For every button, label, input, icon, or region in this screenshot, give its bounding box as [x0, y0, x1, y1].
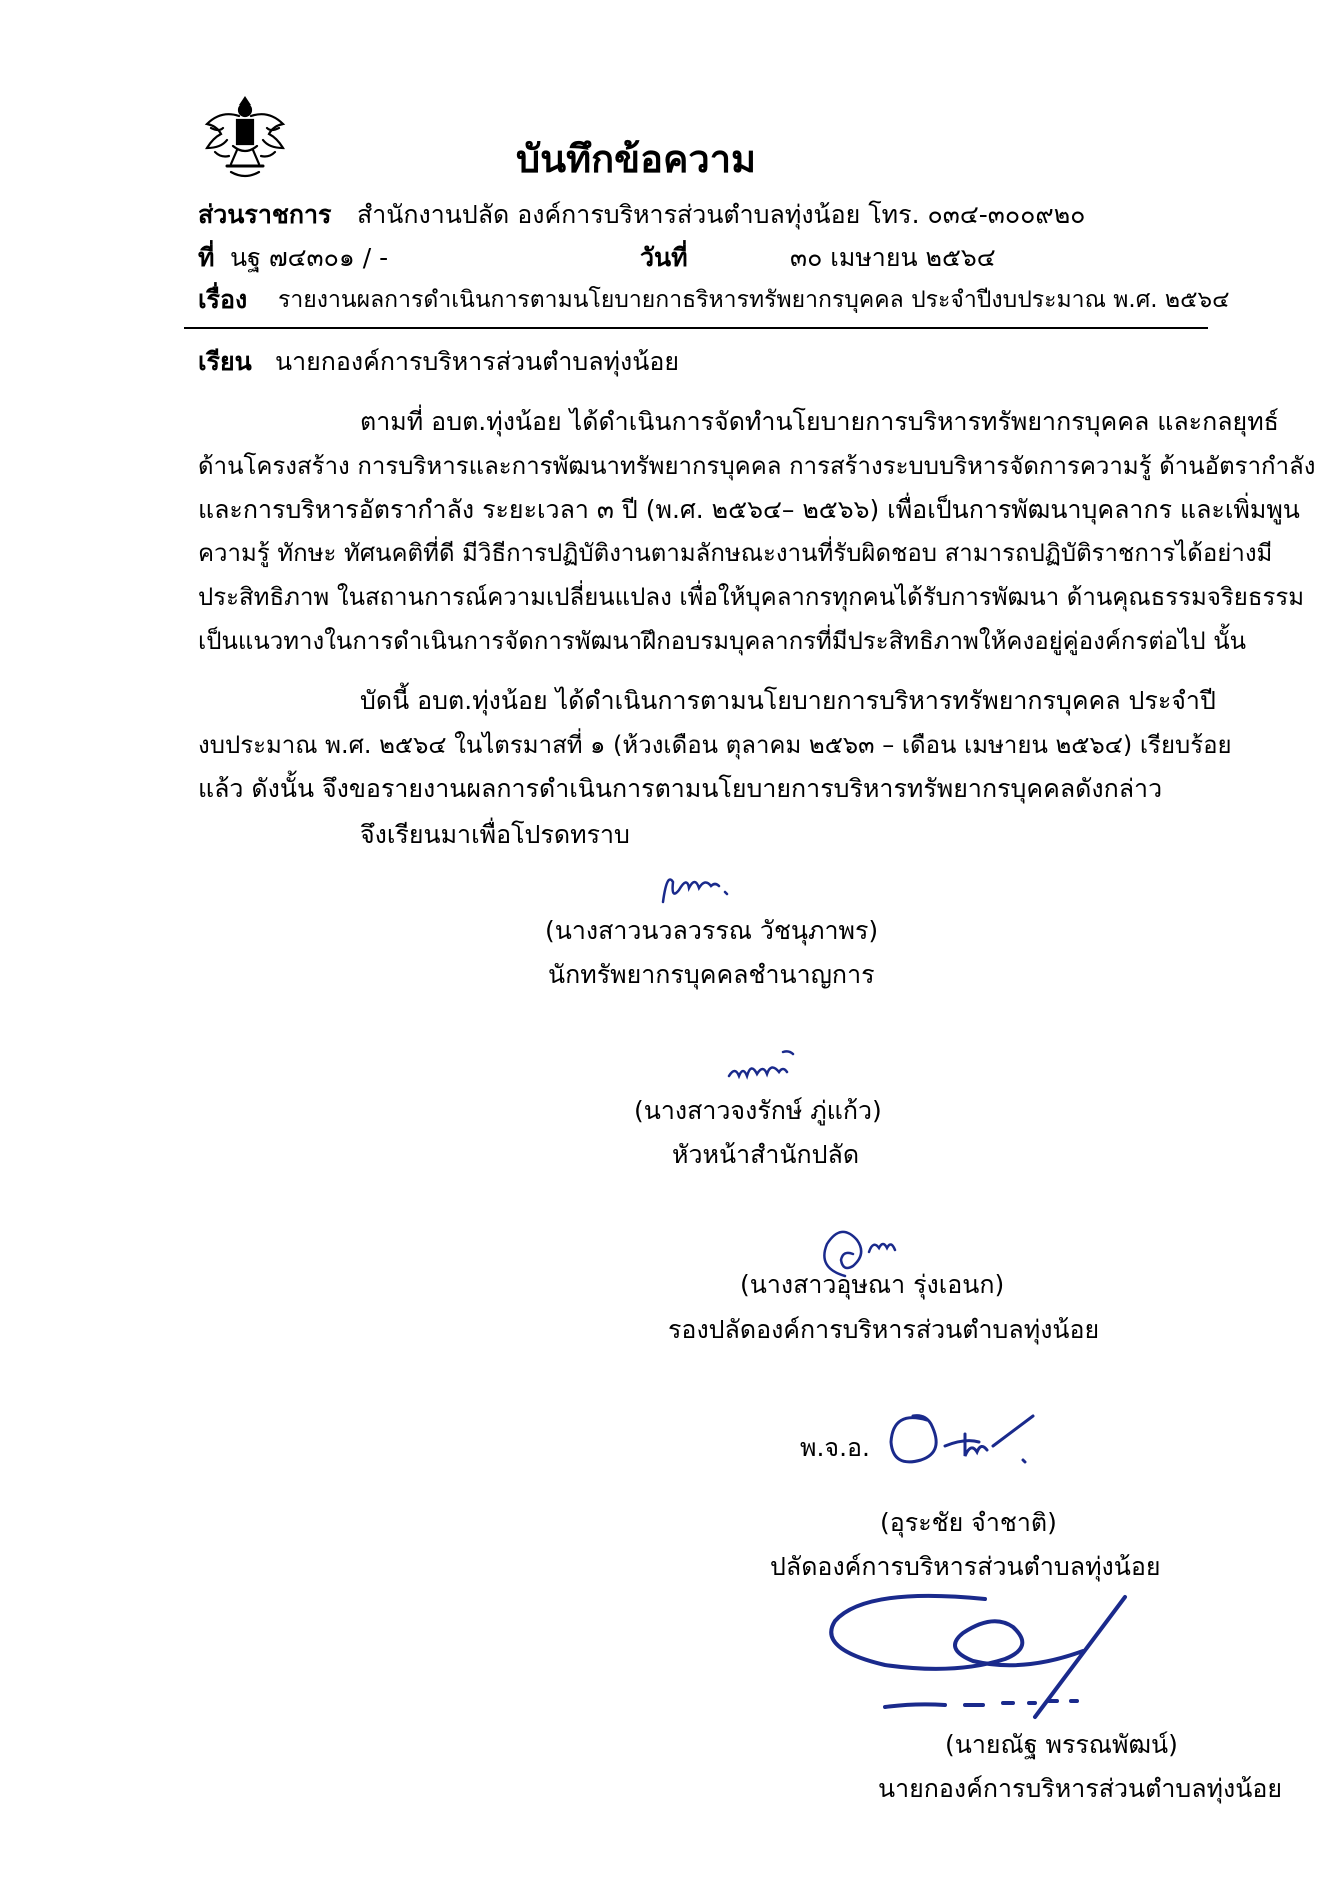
signatory-5-name: (นายณัฐ พรรณพัฒน์)	[945, 1730, 1178, 1759]
garuda-emblem-icon	[203, 92, 287, 180]
para1-line: ตามที่ อบต.ทุ่งน้อย ได้ดำเนินการจัดทำนโยบายการบริหารทรัพยากรบุคคล และกลยุทธ์	[360, 407, 1279, 436]
agency-value: สำนักงานปลัด องค์การบริหารส่วนตำบลทุ่งน้อย โทร. ๐๓๔-๓๐๐๙๒๐	[357, 200, 1086, 229]
ref-value: นฐ ๗๔๓๐๑ / -	[230, 243, 389, 272]
header-divider	[184, 327, 1208, 329]
subject-value: รายงานผลการดำเนินการตามนโยบายกาธริหารทรัพยากรบุคคล ประจำปีงบประมาณ พ.ศ. ๒๕๖๔	[278, 287, 1230, 313]
para2-line: แล้ว ดังนั้น จึงขอรายงานผลการดำเนินการตามนโยบายการบริหารทรัพยากรบุคคลดังกล่าว	[198, 774, 1163, 803]
to-label: เรียน	[198, 347, 252, 376]
signatory-3-name: (นางสาวอุษณา รุ่งเอนก)	[740, 1270, 1005, 1299]
signatory-1-name: (นางสาวนวลวรรณ วัชนุภาพร)	[545, 916, 879, 945]
para1-line: ด้านโครงสร้าง การบริหารและการพัฒนาทรัพยากรบุคคล การสร้างระบบบริหารจัดการความรู้ ด้านอัตรากำลัง	[198, 452, 1316, 480]
para1-line: และการบริหารอัตรากำลัง ระยะเวลา ๓ ปี (พ.ศ. ๒๕๖๔– ๒๕๖๖) เพื่อเป็นการพัฒนาบุคลากร และเพิ่มพูน	[198, 495, 1300, 524]
date-label: วันที่	[640, 243, 688, 272]
signature-1-image	[655, 862, 745, 910]
date-value: ๓๐ เมษายน ๒๕๖๔	[790, 243, 996, 272]
signatory-4-name: (อุระชัย จำชาติ)	[880, 1508, 1057, 1537]
subject-label: เรื่อง	[198, 285, 248, 314]
signatory-2-position: หัวหน้าสำนักปลัด	[672, 1140, 860, 1169]
para1-line: ความรู้ ทักษะ ทัศนคติที่ดี มีวิธีการปฏิบัติงานตามลักษณะงานที่รับผิดชอบ สามารถปฏิบัติราชการได้อย่างมี	[198, 539, 1273, 567]
para2-line: บัดนี้ อบต.ทุ่งน้อย ได้ดำเนินการตามนโยบายการบริหารทรัพยากรบุคคล ประจำปี	[360, 686, 1216, 715]
signatory-5-position: นายกองค์การบริหารส่วนตำบลทุ่งน้อย	[878, 1774, 1282, 1803]
agency-label: ส่วนราชการ	[198, 200, 332, 229]
to-value: นายกองค์การบริหารส่วนตำบลทุ่งน้อย	[275, 347, 679, 376]
signatory-3-position: รองปลัดองค์การบริหารส่วนตำบลทุ่งน้อย	[668, 1315, 1100, 1344]
para1-line: ประสิทธิภาพ ในสถานการณ์ความเปลี่ยนแปลง เพื่อให้บุคลากรทุกคนได้รับการพัฒนา ด้านคุณธรรมจริยธรรม	[198, 583, 1305, 611]
signatory-4-prefix: พ.จ.อ.	[800, 1433, 870, 1462]
closing-text: จึงเรียนมาเพื่อโปรดทราบ	[360, 820, 630, 849]
signature-2-image	[723, 1048, 813, 1086]
signature-5-image	[825, 1585, 1185, 1730]
memo-title: บันทึกข้อความ	[516, 137, 757, 181]
signatory-2-name: (นางสาวจงรักษ์ ภู่แก้ว)	[634, 1096, 882, 1125]
para1-line: เป็นแนวทางในการดำเนินการจัดการพัฒนาฝึกอบรมบุคลากรที่มีประสิทธิภาพให้คงอยู่คู่องค์กรต่อไป นั้น	[198, 627, 1247, 655]
signature-4-image	[875, 1398, 1065, 1478]
signatory-4-position: ปลัดองค์การบริหารส่วนตำบลทุ่งน้อย	[770, 1552, 1161, 1581]
signatory-1-position: นักทรัพยากรบุคคลชำนาญการ	[548, 960, 875, 989]
para2-line: งบประมาณ พ.ศ. ๒๕๖๔ ในไตรมาสที่ ๑ (ห้วงเดือน ตุลาคม ๒๕๖๓ – เดือน เมษายน ๒๕๖๔) เรียบร้อย	[198, 731, 1232, 759]
ref-label: ที่	[198, 243, 215, 272]
